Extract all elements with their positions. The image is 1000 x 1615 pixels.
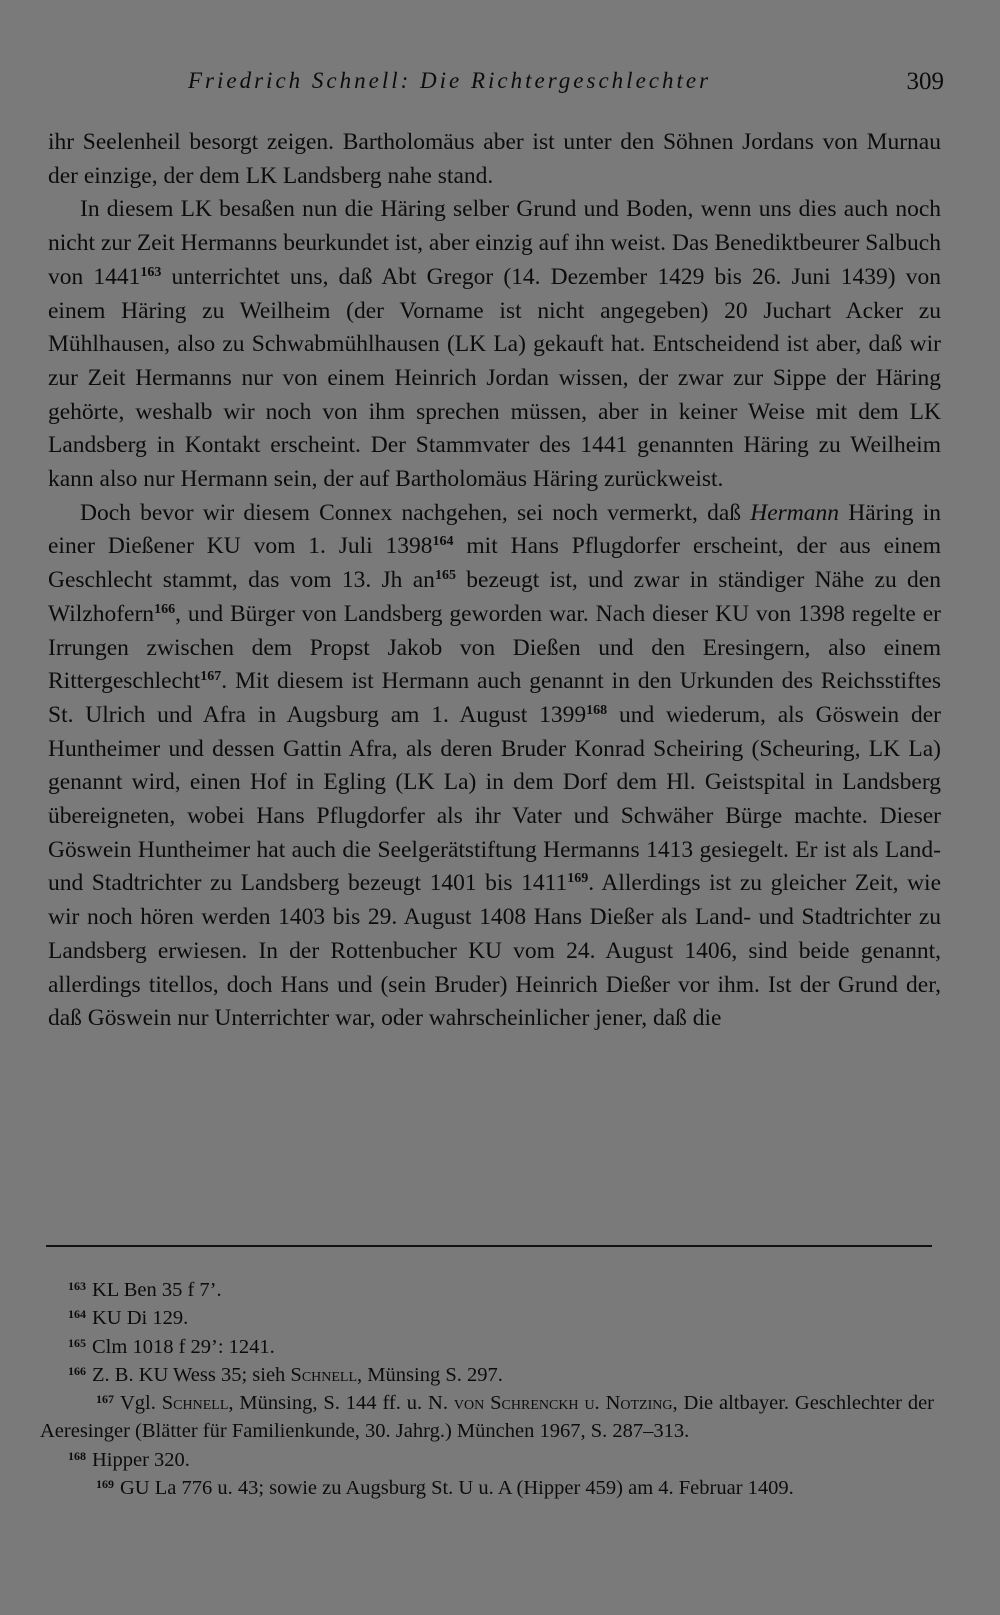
footnote-separator — [46, 1245, 932, 1247]
page-header — [48, 68, 944, 104]
footnote: 166 Z. B. KU Wess 35; sieh Schnell, Münsing S. 297. — [68, 1363, 503, 1386]
footnote: 165 Clm 1018 f 29’: 1241. — [68, 1335, 275, 1358]
body-text — [48, 126, 941, 1036]
footnotes — [40, 1276, 934, 1502]
footnote: 168 Hipper 320. — [68, 1448, 190, 1471]
footnote-ref[interactable]: 164 — [432, 534, 454, 550]
footnote: 164 KU Di 129. — [68, 1307, 189, 1330]
paragraph: ihr Seelenheil besorgt zeigen. Bartholomäus aber ist unter den Söhnen Jordans von Murnau der einzige, der dem LK Landsberg nahe stand. — [48, 129, 941, 189]
emphasized-name: Hermann — [750, 499, 840, 526]
footnote-ref[interactable]: 169 — [567, 871, 589, 887]
footnote-ref[interactable]: 165 — [434, 568, 456, 584]
footnote: 167 Vgl. Schnell, Münsing, S. 144 ff. u. N. von Schrenckh u. Notzing, Die altbayer. Geschlechter der Aeresinger (Blätter für Familienkunde, 30. Jahrg.) München 1967, S. 287–313. — [40, 1392, 935, 1443]
footnote: 163 KL Ben 35 f 7’. — [68, 1279, 222, 1301]
footnote: 169 GU La 776 u. 43; sowie zu Augsburg St. U u. A (Hipper 459) am 4. Februar 1409. — [96, 1477, 794, 1500]
page-number: 309 — [906, 68, 944, 95]
running-title: Friedrich Schnell: Die Richtergeschlechter — [188, 68, 712, 93]
footnote-ref[interactable]: 163 — [140, 264, 162, 280]
paragraph: Doch bevor wir diesem Connex nachgehen, sei noch vermerkt, daß Hermann Häring in einer Dießener KU vom 1. Juli 1398$^{164}$ mit Hans Pflugdorfer erscheint, der aus einem Geschlecht stammt, das vom 13. Jh $an^{165}$ bezeugt ist, und zwar in ständiger Nähe zu den Wilzhofern$^{166}$, und Bürger von Landsberg geworden war. Nach dieser KU von 1398 regelte er Irrungen zwischen dem Propst Jakob von Dießen und den Eresingern, also einem Rittergeschlecht$^{167}$. Mit diesem ist Hermann auch genannt in den Urkunden des Reichsstiftes St. Ulrich und Afra in Augsburg am 1. August 1399$^{168}$ und wiederum, als Göswein der Huntheimer und dessen Gattin Afra, als deren Bruder Konrad Scheiring (Scheuring, LK La) genannt wird, einen Hof in Egling (LK La) in dem Dorf dem Hl. Geistspital in Landsberg übereigneten, wobei Hans Pflugdorfer als ihr Vater und Schwäher Bürge machte. Dieser Göswein Huntheimer hat auch die Seelgerätstiftung Hermanns 1413 gesiegelt. Er ist als Land- und Stadtrichter zu Landsberg bezeugt 1401 bis 1411$^{169}$. Allerdings ist zu gleicher Zeit, wie wir noch hören werden 1403 bis 29. August 1408 Hans Dießer als Land- und Stadtrichter zu Landsberg erwiesen. In der Rottenbucher KU vom 24. August 1406, sind beide genannt, allerdings titellos, doch Hans und (sein Bruder) Heinrich Dießer vor ihm. Ist der Grund der, daß Göswein nur Unterrichter war, oder wahrscheinlicher jener, daß die — [48, 499, 941, 1032]
paragraph: In diesem LK besaßen nun die Häring selber Grund und Boden, wenn uns dies auch noch nicht zur Zeit Hermanns beurkundet ist, aber einzig auf ihn weist. Das Benediktbeurer Salbuch von 1441$^{163}$ unterrichtet uns, daß Abt Gregor (14. Dezember 1429 bis 26. Juni 1439) von einem Häring zu Weilheim (der Vorname ist nicht angegeben) 20 Juchart Acker zu Mühlhausen, also zu Schwabmühlhausen (LK La) gekauft hat. Entscheidend ist aber, daß wir zur Zeit Hermanns nur von einem Heinrich Jordan wissen, der zwar zur Sippe der Häring gehörte, weshalb wir noch von ihm sprechen müssen, aber in keiner Weise mit dem LK Landsberg in Kontakt erscheint. Der Stammvater des 1441 genannten Häring zu Weilheim kann also nur Hermann sein, der auf Bartholomäus Häring zurückweist. — [48, 196, 941, 493]
footnote-ref[interactable]: 168 — [586, 702, 608, 718]
footnote-ref[interactable]: 167 — [200, 669, 222, 685]
footnote-ref[interactable]: 166 — [154, 601, 176, 617]
